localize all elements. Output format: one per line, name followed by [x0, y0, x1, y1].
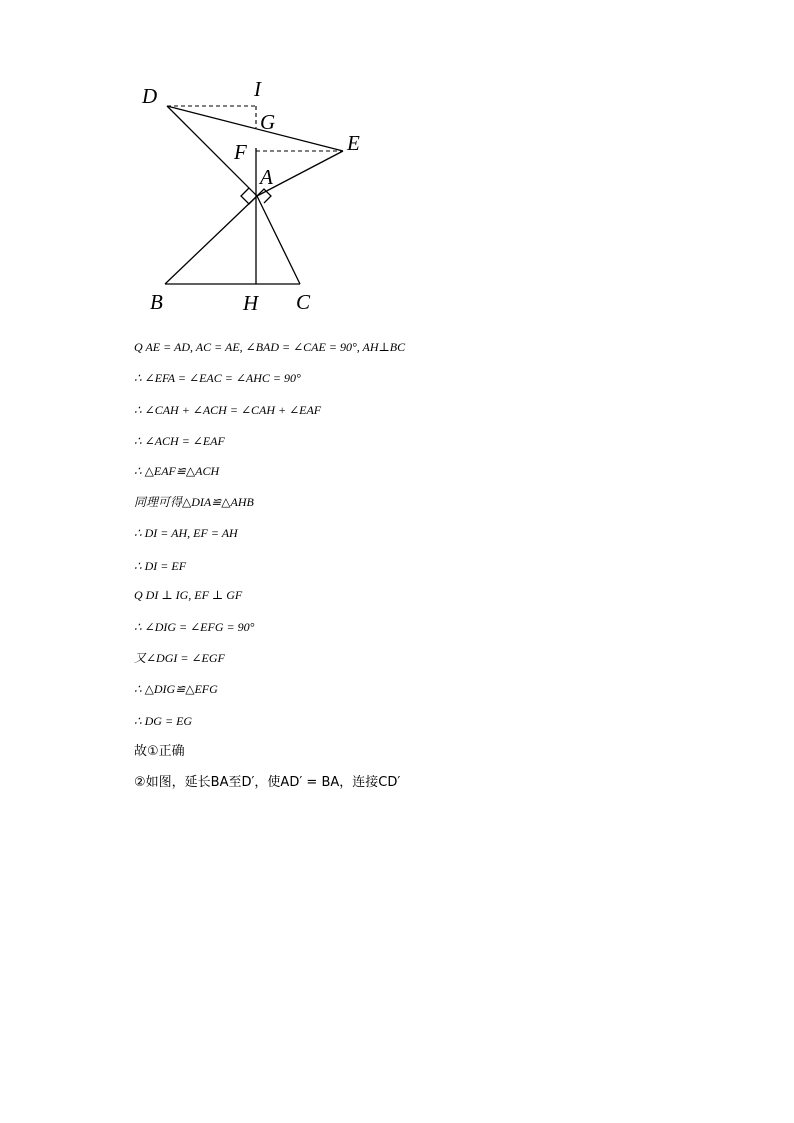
proof-line-8: ∴ DI = EF: [134, 559, 187, 573]
proof-line-13: ∴ DG = EG: [134, 714, 193, 728]
proof-line-12: ∴ △DIG≌△EFG: [134, 682, 218, 696]
label-G: G: [260, 110, 276, 134]
proof-line-11: 又∠DGI = ∠EGF: [134, 651, 225, 665]
proof-line-5: ∴ △EAF≌△ACH: [134, 464, 220, 478]
right-angle-mark-left: [241, 188, 257, 204]
label-F: F: [234, 140, 247, 164]
segment-AC: [257, 196, 300, 284]
proof-line-6: 同理可得△DIA≌△AHB: [134, 495, 254, 509]
label-D: D: [142, 84, 158, 108]
label-I: I: [254, 77, 261, 101]
proof-line-7: ∴ DI = AH, EF = AH: [134, 526, 238, 540]
proof-line-9: Q DI ⊥ IG, EF ⊥ GF: [134, 588, 243, 602]
proof-line-2: ∴ ∠EFA = ∠EAC = ∠AHC = 90°: [134, 371, 301, 385]
proof-line-15: ②如图，延长BA至D′，使AD′ = BA，连接CD′: [134, 775, 401, 790]
proof-line-1: Q AE = AD, AC = AE, ∠BAD = ∠CAE = 90°, AH⊥BC: [134, 340, 406, 354]
segment-AB: [165, 196, 257, 284]
proof-line-4: ∴ ∠ACH = ∠EAF: [134, 434, 225, 448]
proof-line-14: 故①正确: [134, 744, 185, 759]
proof-line-3: ∴ ∠CAH + ∠ACH = ∠CAH + ∠EAF: [134, 403, 322, 417]
label-H: H: [243, 291, 259, 315]
label-A: A: [260, 165, 273, 189]
label-B: B: [150, 290, 163, 314]
geometry-figure: [130, 72, 390, 322]
label-E: E: [347, 131, 360, 155]
segment-DG-E: [167, 106, 343, 151]
label-C: C: [296, 290, 311, 314]
proof-line-10: ∴ ∠DIG = ∠EFG = 90°: [134, 620, 255, 634]
